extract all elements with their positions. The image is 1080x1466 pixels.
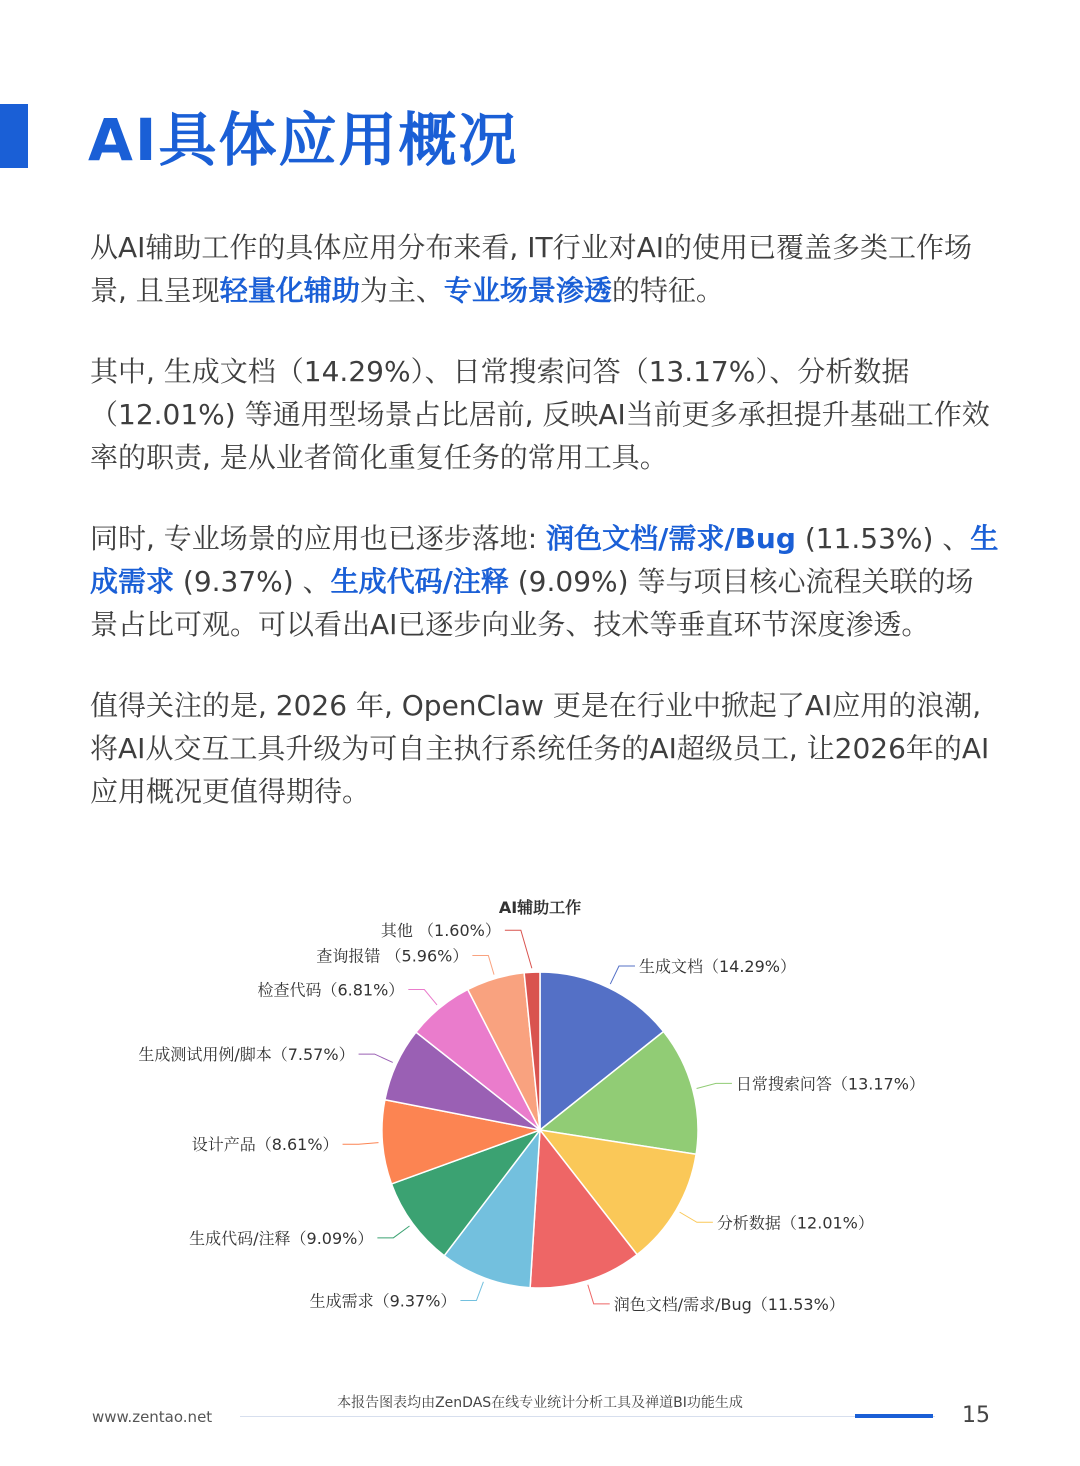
highlight-generate-code: 生成代码/注释	[330, 565, 509, 598]
highlight-lightweight-assist: 轻量化辅助	[219, 274, 360, 307]
page-title: AI具体应用概况	[88, 106, 519, 174]
leader-line-3	[588, 1285, 610, 1304]
pie-slices	[382, 972, 698, 1288]
highlight-polish-docs: 润色文档/需求/Bug	[546, 522, 796, 555]
page-number: 15	[962, 1403, 990, 1428]
paragraph-2	[90, 350, 1000, 479]
leader-line-6	[343, 1143, 379, 1145]
leader-line-0	[610, 966, 635, 984]
leader-line-9	[472, 955, 494, 974]
body-text	[90, 226, 1000, 851]
text-segment: (9.37%) 、	[174, 565, 331, 598]
text-segment: 从AI辅助工作的具体应用分布来看, IT行业对AI的使用已覆盖多类工作场景, 且呈现	[90, 231, 972, 307]
text-segment: (9.09%) 等与项目核心流程关联的场景占比可观。可以看出AI已逐步向业务、技术等垂直环节深度渗透。	[90, 565, 974, 641]
paragraph-1	[90, 226, 1000, 312]
footer-divider	[240, 1416, 935, 1417]
slice-label-7: 生成测试用例/脚本（7.57%）	[138, 1045, 355, 1065]
leader-line-4	[460, 1282, 483, 1301]
text-segment: (11.53%) 、	[795, 522, 971, 555]
slice-label-2: 分析数据（12.01%）	[716, 1213, 874, 1233]
pie-chart-svg	[0, 880, 1080, 1350]
slice-label-6: 设计产品（8.61%）	[191, 1135, 339, 1155]
slice-label-9: 查询报错 （5.96%）	[316, 946, 469, 966]
chart-title: AI辅助工作	[498, 898, 582, 917]
paragraph-4	[90, 684, 1000, 813]
slice-label-5: 生成代码/注释（9.09%）	[189, 1228, 374, 1248]
slice-label-0: 生成文档（14.29%）	[638, 957, 796, 977]
leader-line-10	[505, 930, 532, 968]
leader-line-5	[377, 1226, 409, 1238]
highlight-professional-penetration: 专业场景渗透	[443, 274, 612, 307]
slice-label-3: 润色文档/需求/Bug（11.53%）	[613, 1294, 845, 1314]
footer-url[interactable]: www.zentao.net	[92, 1408, 213, 1426]
highlight-generate-requirements: 生成需求	[90, 522, 999, 598]
slice-label-1: 日常搜索问答（13.17%）	[735, 1074, 925, 1094]
text-segment: 其中, 生成文档（14.29%）、日常搜索问答（13.17%）、分析数据（12.01%) 等通用型场景占比居前, 反映AI当前更多承担提升基础工作效率的职责, 是从业者简化重复任务的常用工具。	[90, 355, 990, 474]
leader-line-7	[359, 1054, 393, 1062]
text-segment: 的特征。	[611, 274, 724, 307]
leader-line-2	[680, 1212, 713, 1222]
footer-divider-accent	[855, 1414, 933, 1418]
text-segment: 同时, 专业场景的应用也已逐步落地:	[90, 522, 547, 555]
slice-label-8: 检查代码（6.81%）	[257, 980, 405, 1000]
pie-chart	[0, 880, 1080, 1350]
paragraph-3	[90, 517, 1000, 646]
text-segment: 为主、	[359, 274, 444, 307]
footer-note: 本报告图表均由ZenDAS在线专业统计分析工具及禅道BI功能生成	[337, 1395, 743, 1411]
leader-line-8	[408, 990, 437, 1005]
text-segment: 值得关注的是, 2026 年, OpenClaw 更是在行业中掀起了AI应用的浪潮, 将AI从交互工具升级为可自主执行系统任务的AI超级员工, 让2026年的AI应用概况更值得期待。	[90, 689, 990, 808]
leader-line-1	[697, 1083, 732, 1088]
slice-label-4: 生成需求（9.37%）	[309, 1291, 457, 1311]
title-accent-bar	[0, 104, 28, 168]
slice-label-10: 其他 （1.60%）	[380, 921, 501, 941]
